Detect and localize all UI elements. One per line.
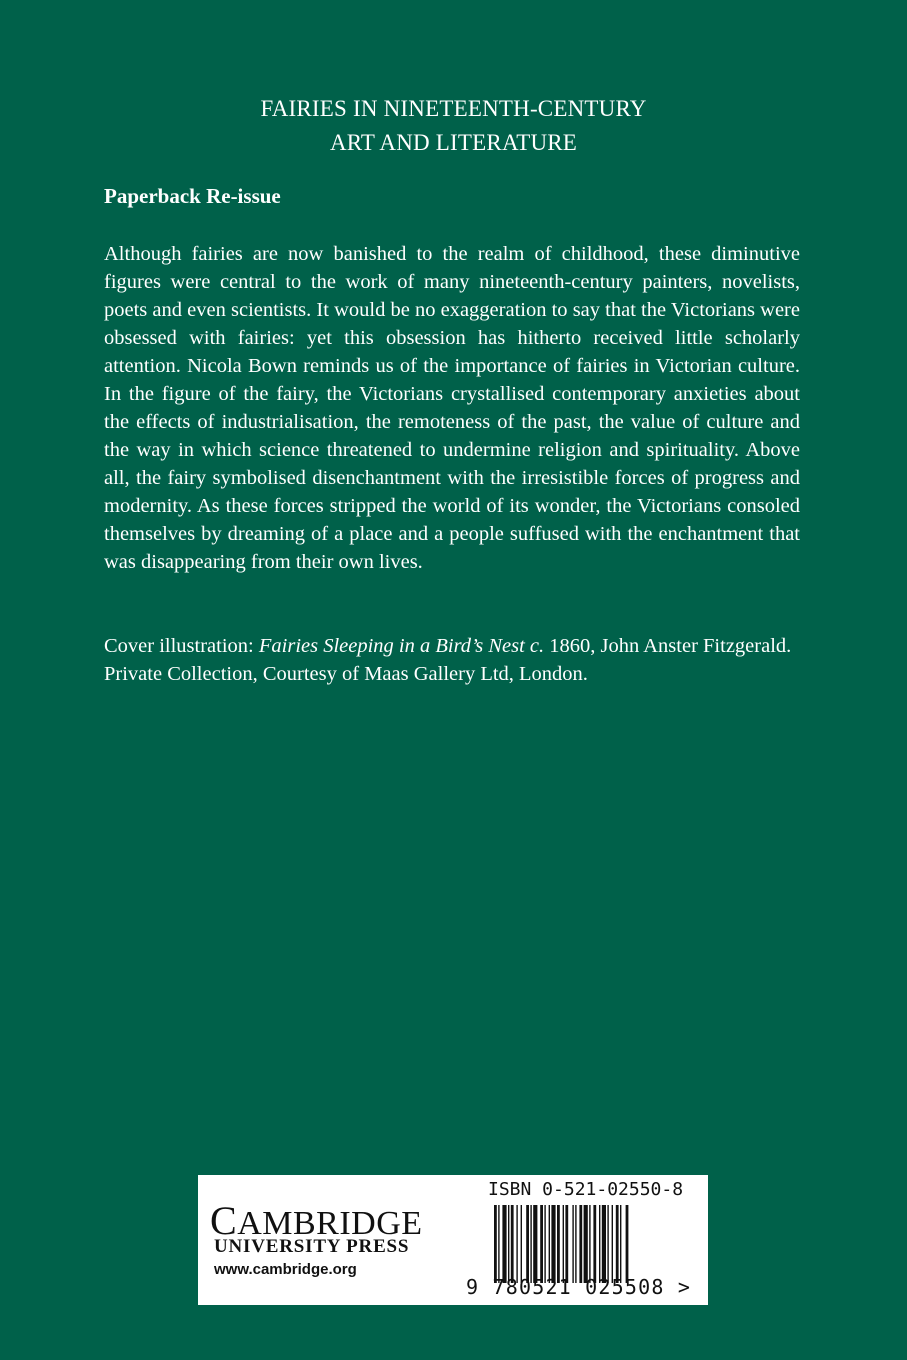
logo-rest: AMBRIDGE — [237, 1205, 423, 1242]
ean-digits: 9 780521 025508 > — [466, 1275, 692, 1299]
barcode-bar — [540, 1205, 543, 1283]
barcode-bar — [620, 1205, 621, 1283]
barcode-bar — [575, 1205, 576, 1283]
barcode-bar — [612, 1205, 613, 1283]
barcode-bar — [584, 1205, 588, 1283]
barcode-bar — [626, 1205, 629, 1283]
logo-initial: C — [210, 1198, 238, 1243]
book-title — [0, 92, 907, 160]
barcode-bar — [602, 1205, 606, 1283]
barcode-bar — [526, 1205, 529, 1283]
barcode-bar — [607, 1205, 608, 1283]
barcode-bar — [530, 1205, 531, 1283]
artwork-title: Fairies Sleeping in a Bird’s Nest c. — [258, 635, 545, 657]
publisher-url: www.cambridge.org — [214, 1261, 357, 1278]
barcode-bar — [563, 1205, 564, 1283]
edition-label: Paperback Re-issue — [104, 184, 281, 208]
publisher-subtitle: UNIVERSITY PRESS — [214, 1236, 410, 1257]
title-line-2: ART AND LITERATURE — [329, 130, 578, 155]
barcode-bar — [599, 1205, 600, 1283]
barcode-bar — [616, 1205, 619, 1283]
credit-suffix: 1860, John Anster Fitzgerald. Private Collection, Courtesy of Maas Gallery Ltd, London. — [104, 635, 792, 685]
credit-prefix: Cover illustration: — [104, 635, 259, 657]
barcode-bar — [533, 1205, 537, 1283]
barcode-bar — [521, 1205, 522, 1283]
barcode-icon — [494, 1205, 694, 1283]
barcode-bar — [557, 1205, 560, 1283]
description-paragraph: Although fairies are now banished to the realm of childhood, these diminutive figures were central to the work of many nineteenth-century painters, novelists, poets and even scientists. It would be no exaggeration to say that the Victorians were obsessed with fairies: yet this obsession has hitherto received little scholarly attention. Nicola Bown reminds us of the importance of fairies in Victorian culture. In the figure of the fairy, the Victorians crystallised contemporary anxieties about the effects of industrialisation, the remoteness of the past, the value of culture and the way in which science threatened to undermine religion and spirituality. Above all, the fairy symbolised disenchantment with the irresistible forces of progress and modernity. As these forces stripped the world of its wonder, the Victorians consoled themselves by dreaming of a place and a people suffused with the enchantment that was disappearing from their own lives. — [104, 243, 800, 573]
title-line-1: FAIRIES IN NINETEENTH-CENTURY — [260, 96, 647, 121]
barcode-bar — [579, 1205, 582, 1283]
barcode-bar — [549, 1205, 550, 1283]
barcode-bar — [494, 1205, 497, 1283]
barcode-bar — [508, 1205, 509, 1283]
barcode-bar — [498, 1205, 499, 1283]
cover-credit — [104, 632, 804, 688]
barcode-bar — [544, 1205, 545, 1283]
barcode-bar — [516, 1205, 517, 1283]
isbn-text: ISBN 0-521-02550-8 — [488, 1179, 684, 1200]
barcode-bar — [511, 1205, 514, 1283]
barcode-bar — [551, 1205, 555, 1283]
publisher-barcode-box — [198, 1175, 708, 1305]
barcode-bar — [593, 1205, 596, 1283]
barcode-bar — [572, 1205, 573, 1283]
barcode-bar — [589, 1205, 590, 1283]
barcode-bar — [502, 1205, 506, 1283]
barcode-bar — [565, 1205, 568, 1283]
